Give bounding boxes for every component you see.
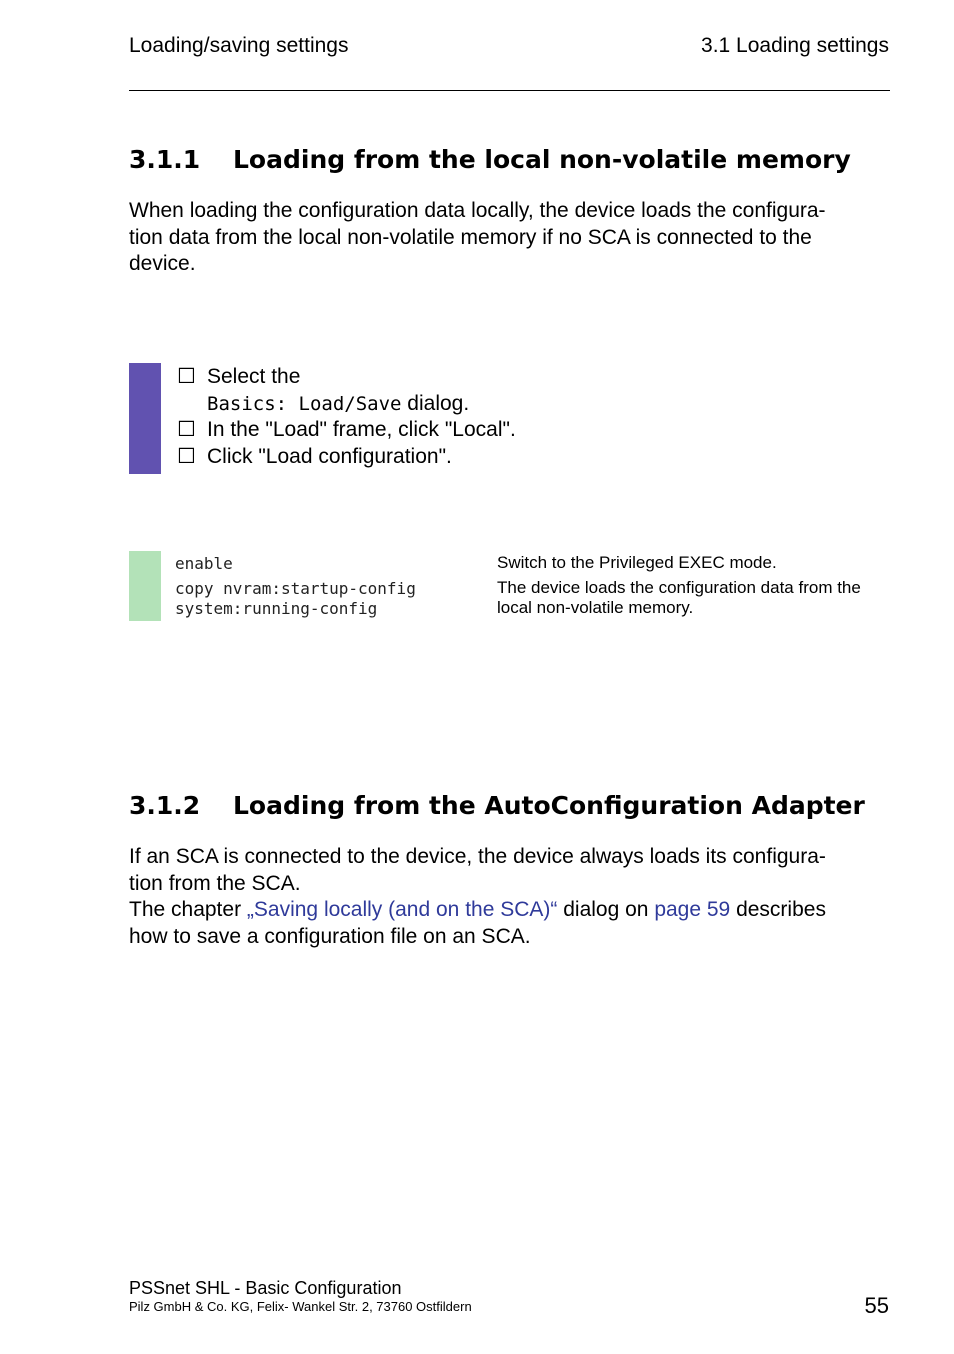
- instruction-steps: [177, 364, 697, 470]
- text-run: describes: [730, 898, 826, 921]
- footer-address: Pilz GmbH & Co. KG, Felix- Wankel Str. 2, 73760 Ostfildern: [129, 1299, 472, 1314]
- cli-description: [497, 578, 897, 618]
- footer-title: PSSnet SHL - Basic Configuration: [129, 1278, 402, 1298]
- paragraph-line: device.: [129, 252, 196, 275]
- step-suffix: dialog.: [401, 391, 470, 415]
- paragraph-line: When loading the configuration data locally, the device loads the configura-: [129, 199, 826, 222]
- step-text: In the "Load" frame, click "Local".: [207, 418, 516, 441]
- header-rule: [129, 90, 890, 91]
- instruction-step: [177, 364, 697, 417]
- instruction-step: [177, 444, 697, 471]
- checkbox-icon: ☐: [177, 444, 196, 468]
- dialog-path-code: Basics: Load/Save: [207, 392, 402, 415]
- text-run: The chapter: [129, 898, 247, 921]
- cli-marker-bar: [129, 551, 161, 621]
- section-heading-3-1-2: [129, 790, 865, 822]
- step-text: Click "Load configuration".: [207, 444, 452, 468]
- page-number: 55: [864, 1293, 889, 1318]
- cli-command: [175, 579, 416, 619]
- running-header-right: 3.1 Loading settings: [701, 34, 889, 57]
- paragraph-line: tion from the SCA.: [129, 871, 301, 895]
- section-number: 3.1.2: [129, 791, 201, 820]
- paragraph-line: how to save a configuration file on an SCA.: [129, 924, 531, 948]
- step-text: Select the: [207, 365, 301, 388]
- web-interface-marker-bar: [129, 363, 161, 474]
- section-2-paragraph: [129, 844, 899, 950]
- instruction-step: [177, 417, 697, 444]
- cli-command-line: copy nvram:startup-config: [175, 579, 416, 598]
- cli-command-line: system:running-config: [175, 599, 378, 618]
- page-link[interactable]: page 59: [654, 898, 731, 921]
- paragraph-line: [129, 897, 899, 924]
- section-heading-3-1-1: [129, 144, 851, 176]
- running-header-left: Loading/saving settings: [129, 34, 349, 57]
- checkbox-icon: ☐: [177, 365, 196, 388]
- chapter-link[interactable]: „Saving locally (and on the SCA)“: [246, 898, 558, 921]
- text-run: dialog on: [557, 898, 655, 921]
- cli-description: Switch to the Privileged EXEC mode.: [497, 553, 777, 572]
- section-1-paragraph: [129, 198, 899, 278]
- checkbox-icon: ☐: [177, 418, 196, 441]
- step-text-continued: [207, 391, 697, 418]
- paragraph-line: tion data from the local non-volatile memory if no SCA is connected to the: [129, 225, 812, 249]
- section-number: 3.1.1: [129, 145, 201, 174]
- cli-command: enable: [175, 554, 233, 573]
- section-title: Loading from the local non-volatile memory: [233, 145, 851, 174]
- paragraph-line: If an SCA is connected to the device, the device always loads its configura-: [129, 845, 826, 868]
- section-title: Loading from the AutoConfiguration Adapter: [233, 791, 865, 820]
- cli-description-line: The device loads the configuration data from the: [497, 578, 861, 597]
- cli-description-line: local non-volatile memory.: [497, 598, 694, 617]
